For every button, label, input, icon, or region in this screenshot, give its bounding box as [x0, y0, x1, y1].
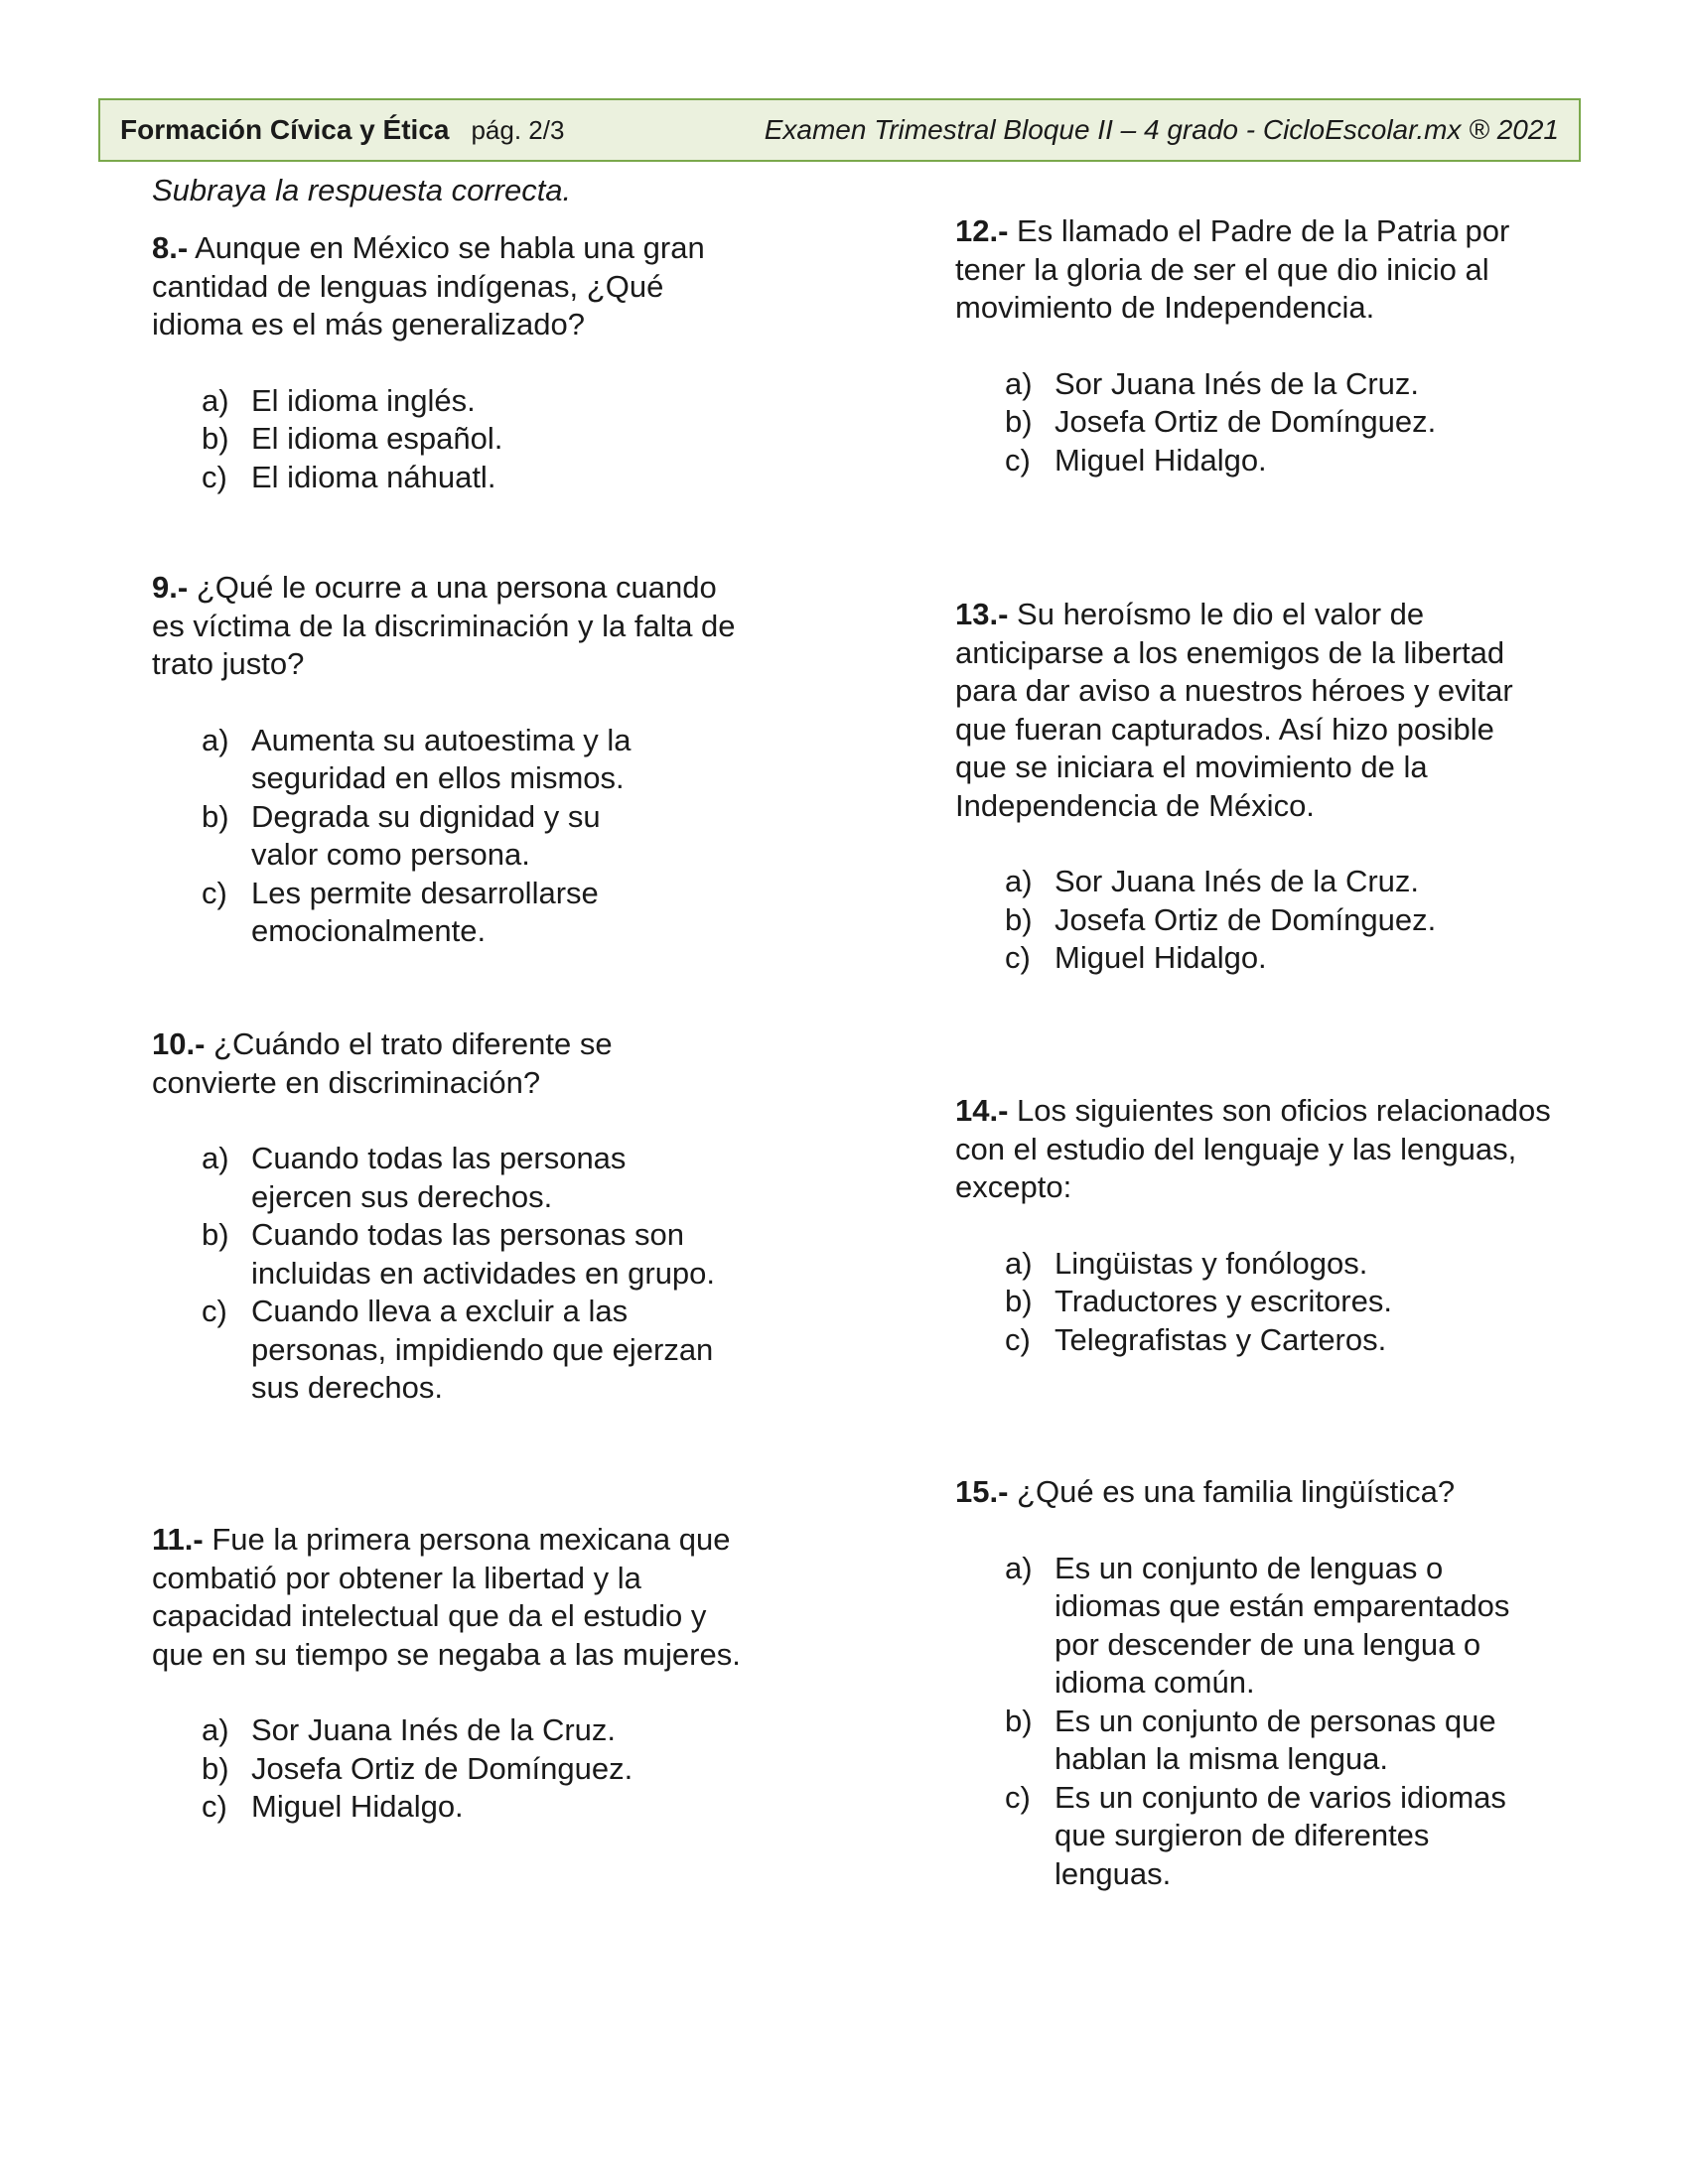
question-text [955, 596, 1551, 825]
question-12 [955, 212, 1551, 479]
option-letter: b) [1005, 404, 1033, 439]
question-text [152, 1521, 758, 1674]
question-text [152, 569, 758, 684]
option-letter: a) [202, 382, 229, 418]
question-text [955, 1092, 1551, 1207]
question-prompt: ¿Qué es una familia lingüística? [1017, 1474, 1456, 1509]
option-letter: a) [1005, 1245, 1033, 1281]
subject-title: Formación Cívica y Ética [120, 114, 450, 145]
option-c[interactable] [202, 1788, 758, 1827]
question-prompt: Aunque en México se habla una gran cantidad de lenguas indígenas, ¿Qué idioma es el más generalizado? [152, 230, 705, 341]
option-letter: c) [202, 459, 227, 494]
option-text: Cuando todas las personas ejercen sus derechos. [251, 1141, 627, 1214]
option-b[interactable] [202, 1216, 728, 1293]
option-letter: a) [1005, 1550, 1033, 1585]
option-b[interactable] [1005, 1703, 1551, 1779]
option-letter: c) [202, 1789, 227, 1824]
option-text: Traductores y escritores. [1055, 1284, 1392, 1318]
options-list [152, 1711, 758, 1827]
option-c[interactable] [1005, 442, 1551, 480]
options-list [955, 1550, 1551, 1894]
option-text: Telegrafistas y Carteros. [1055, 1321, 1387, 1357]
option-text: Miguel Hidalgo. [251, 1789, 464, 1824]
option-text: El idioma español. [251, 421, 503, 456]
instruction: Subraya la respuesta correcta. [152, 173, 572, 207]
option-a[interactable] [202, 382, 748, 421]
question-14 [955, 1092, 1551, 1359]
options-list [152, 382, 748, 497]
option-c[interactable] [202, 459, 748, 497]
option-letter: c) [1005, 940, 1031, 975]
option-text: Miguel Hidalgo. [1055, 940, 1267, 975]
option-text: Sor Juana Inés de la Cruz. [251, 1712, 617, 1747]
question-number: 12.- [955, 213, 1009, 248]
question-number: 11.- [152, 1522, 204, 1557]
option-text: Es un conjunto de varios idiomas que surgieron de diferentes lenguas. [1055, 1779, 1506, 1891]
option-c[interactable] [1005, 1321, 1551, 1360]
option-letter: a) [1005, 365, 1033, 401]
option-b[interactable] [1005, 1283, 1551, 1321]
option-text: El idioma inglés. [251, 382, 476, 418]
option-b[interactable] [1005, 403, 1551, 442]
option-a[interactable] [1005, 1550, 1551, 1703]
question-prompt: Su heroísmo le dio el valor de anticiparse a los enemigos de la libertad para dar aviso a nuestros héroes y evitar que fueran capturados. Así hizo posible que se iniciara el movimiento de la Independencia de México. [955, 597, 1513, 823]
option-letter: c) [1005, 1779, 1031, 1815]
option-a[interactable] [1005, 365, 1551, 404]
option-b[interactable] [202, 1750, 758, 1789]
option-b[interactable] [202, 798, 658, 875]
option-letter: c) [1005, 1321, 1031, 1357]
option-c[interactable] [1005, 1779, 1551, 1894]
option-letter: a) [202, 722, 229, 757]
option-text: Aumenta su autoestima y la seguridad en ellos mismos. [251, 722, 632, 795]
options-list [955, 365, 1551, 480]
option-letter: b) [1005, 1703, 1033, 1738]
question-number: 15.- [955, 1474, 1009, 1509]
option-letter: c) [202, 1294, 227, 1328]
question-text [152, 229, 748, 344]
page-number: pág. 2/3 [471, 114, 565, 145]
question-13 [955, 596, 1551, 978]
option-text: Josefa Ortiz de Domínguez. [1055, 404, 1437, 439]
option-letter: b) [1005, 901, 1033, 937]
option-a[interactable] [1005, 863, 1551, 901]
question-11 [152, 1521, 758, 1827]
option-letter: b) [202, 1217, 229, 1252]
question-number: 13.- [955, 597, 1009, 631]
option-letter: b) [202, 1750, 229, 1786]
option-b[interactable] [202, 420, 748, 459]
option-text: Lingüistas y fonólogos. [1055, 1245, 1368, 1281]
exam-title: Examen Trimestral Bloque II – 4 grado - CicloEscolar.mx ® 2021 [764, 114, 1559, 145]
question-prompt: Fue la primera persona mexicana que combatió por obtener la libertad y la capacidad intelectual que da el estudio y que en su tiempo se negaba a las mujeres. [152, 1522, 741, 1672]
option-a[interactable] [202, 722, 658, 798]
option-a[interactable] [202, 1140, 728, 1216]
option-text: Es un conjunto de lenguas o idiomas que están emparentados por descender de una lengua o idioma común. [1055, 1550, 1510, 1700]
option-text: Josefa Ortiz de Domínguez. [1055, 901, 1437, 937]
option-text: Miguel Hidalgo. [1055, 442, 1267, 478]
question-prompt: Los siguientes son oficios relacionados con el estudio del lenguaje y las lenguas, excepto: [955, 1093, 1551, 1204]
option-letter: b) [1005, 1284, 1033, 1318]
option-text: Josefa Ortiz de Domínguez. [251, 1750, 633, 1786]
option-letter: a) [202, 1712, 229, 1747]
page-header [98, 98, 1581, 162]
option-text: Es un conjunto de personas que hablan la misma lengua. [1055, 1703, 1496, 1776]
option-letter: b) [202, 421, 229, 456]
option-text: El idioma náhuatl. [251, 459, 496, 494]
option-text: Cuando todas las personas son incluidas en actividades en grupo. [251, 1217, 716, 1291]
options-list [955, 1245, 1551, 1360]
option-c[interactable] [1005, 939, 1551, 978]
option-letter: a) [1005, 864, 1033, 898]
option-letter: b) [202, 798, 229, 834]
question-prompt: ¿Qué le ocurre a una persona cuando es víctima de la discriminación y la falta de trato justo? [152, 570, 736, 681]
option-text: Cuando lleva a excluir a las personas, impidiendo que ejerzan sus derechos. [251, 1294, 714, 1405]
option-text: Les permite desarrollarse emocionalmente. [251, 875, 599, 948]
options-list [152, 722, 658, 951]
question-number: 14.- [955, 1093, 1009, 1128]
option-a[interactable] [1005, 1245, 1551, 1284]
question-10 [152, 1025, 716, 1408]
option-letter: a) [202, 1141, 229, 1175]
option-text: Degrada su dignidad y su valor como persona. [251, 798, 601, 872]
option-c[interactable] [202, 1293, 728, 1408]
question-text [955, 1473, 1551, 1512]
option-text: Sor Juana Inés de la Cruz. [1055, 864, 1420, 898]
question-number: 10.- [152, 1026, 206, 1061]
option-text: Sor Juana Inés de la Cruz. [1055, 365, 1420, 401]
option-a[interactable] [202, 1711, 758, 1750]
option-letter: c) [1005, 442, 1031, 478]
question-text [152, 1025, 708, 1102]
option-c[interactable] [202, 875, 658, 951]
question-text [955, 212, 1551, 328]
option-b[interactable] [1005, 901, 1551, 940]
options-list [955, 863, 1551, 978]
option-letter: c) [202, 875, 227, 910]
question-prompt: ¿Cuándo el trato diferente se convierte en discriminación? [152, 1026, 613, 1100]
question-15 [955, 1473, 1551, 1893]
question-prompt: Es llamado el Padre de la Patria por tener la gloria de ser el que dio inicio al movimiento de Independencia. [955, 213, 1510, 325]
question-number: 9.- [152, 570, 189, 605]
question-9 [152, 569, 758, 951]
question-number: 8.- [152, 230, 189, 265]
question-8 [152, 229, 748, 496]
options-list [152, 1140, 728, 1408]
